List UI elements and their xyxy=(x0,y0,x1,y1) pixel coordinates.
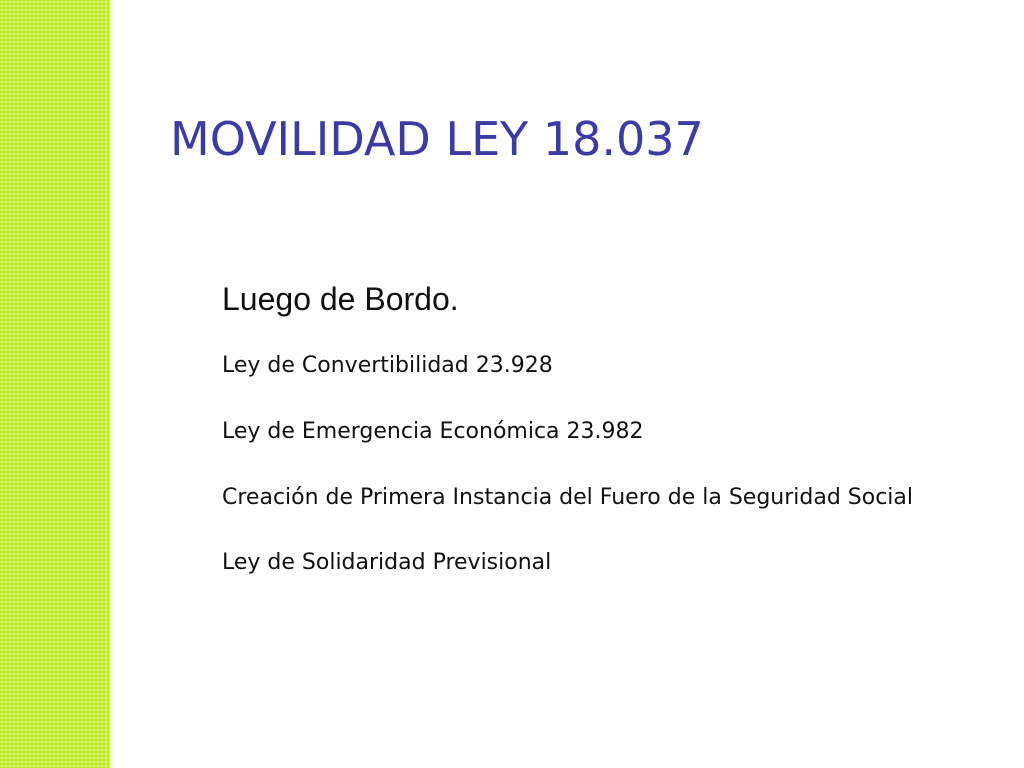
slide-content xyxy=(222,280,992,578)
lead-text: Luego de Bordo. xyxy=(222,281,459,317)
list-item: Creación de Primera Instancia del Fuero de la Seguridad Social xyxy=(222,484,914,510)
list-item: Ley de Emergencia Económica 23.982 xyxy=(222,418,644,444)
slide-title: MOVILIDAD LEY 18.037 xyxy=(170,112,704,166)
list-item: Ley de Convertibilidad 23.928 xyxy=(222,353,553,379)
decorative-sidebar xyxy=(0,0,110,768)
list-item: Ley de Solidaridad Previsional xyxy=(222,550,552,576)
sidebar-edge xyxy=(110,0,114,768)
